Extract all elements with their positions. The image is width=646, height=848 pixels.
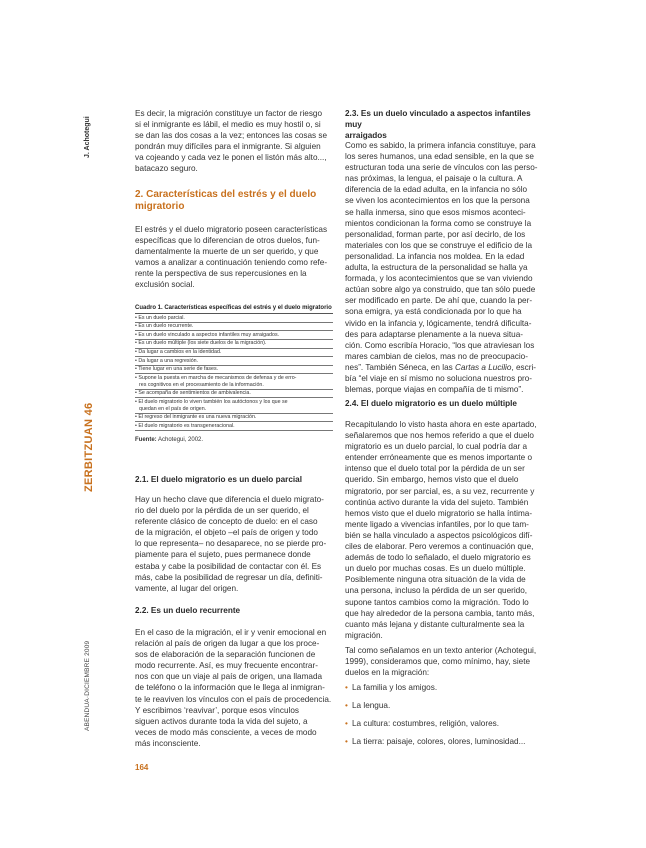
section-2-2-heading: 2.2. Es un duelo recurrente bbox=[135, 606, 241, 615]
sidebar-journal-title: ZERBITZUAN 46 bbox=[83, 402, 95, 492]
section-2-heading: 2. Características del estrés y el duelo migratorio bbox=[135, 189, 317, 212]
list-item: • Es un duelo múltiple (los siete duelos de la migración). bbox=[135, 340, 333, 349]
section-2-1-heading: 2.1. El duelo migratorio es un duelo parcial bbox=[135, 475, 302, 484]
list-item: • El duelo migratorio lo viven también los autóctonos y los que se quedan en el país de origen. bbox=[135, 398, 333, 413]
section-2-paragraph: El estrés y el duelo migratorio poseen características específicas que lo diferencian de otros duelos, fun- damentalmente la muerte de un ser querido, y que vamos a analizar a continuación teniendo como refe- rente la perspectiva de sus repercusiones en la exclusión social. bbox=[135, 225, 328, 290]
section-2-3-heading: 2.3. Es un duelo vinculado a aspectos infantiles muy arraigados bbox=[345, 109, 531, 140]
list-item: • La tierra: paisaje, colores, olores, luminosidad... bbox=[345, 737, 526, 746]
list-item: • Es un duelo recurrente. bbox=[135, 323, 333, 332]
section-2-4-heading: 2.4. El duelo migratorio es un duelo múltiple bbox=[345, 399, 517, 408]
table-list bbox=[135, 313, 333, 431]
list-item: • El duelo migratorio es transgeneracional. bbox=[135, 422, 333, 431]
section-2-1-paragraph: Hay un hecho clave que diferencia el duelo migrato- rio del duelo por la pérdida de un ser querido, el referente clásico de concepto de duelo: en el caso de la migración, el objeto –el país de origen y todo lo que representa– no desaparece, no se pierde pro- piamente para el sujeto, pues permanece donde estaba y cabe la posibilidad de contactar con él. Es más, cabe la posibilidad de regresar un día, definiti- vamente, al lugar del origen. bbox=[135, 495, 327, 593]
page-number: 164 bbox=[135, 763, 149, 772]
list-item: • Da lugar a una regresión. bbox=[135, 357, 333, 366]
list-item: • Tiene lugar en una serie de fases. bbox=[135, 366, 333, 375]
list-item: • Es un duelo vinculado a aspectos infantiles muy arraigados. bbox=[135, 331, 333, 340]
section-2-2-paragraph: En el caso de la migración, el ir y venir emocional en relación al país de origen da lugar a que los proce- sos de elaboración de la separación funcionen de modo recurrente. Así, es muy frecuente encontrar- nos con que un viaje al país de origen, una llamada de teléfono o la información que le llega al inmigran- te le reaviven los vínculos con el país de procedencia. Y escribimos ‘reavivar’, porque esos vínculos siguen activos durante toda la vida del sujeto, a veces de modo más consciente, a veces de modo más inconsciente. bbox=[135, 628, 332, 748]
list-item: • Es un duelo parcial. bbox=[135, 314, 333, 323]
table-source: Fuente: Achotegui, 2002. bbox=[135, 437, 204, 444]
sidebar-author: J. Achotegui bbox=[84, 116, 91, 158]
table-box bbox=[135, 305, 333, 444]
section-2-4-paragraph-2: Tal como señalamos en un texto anterior (Achotegui, 1999), consideramos que, como mínimo, hay, siete duelos en la migración: bbox=[345, 646, 537, 678]
section-2-3-paragraph: Como es sabido, la primera infancia constituye, para los seres humanos, una edad sensible, en la que se estructuran toda una serie de vínculos con las perso- nas próximas, la lengua, el paisaje o la cultura. A diferencia de la edad adulta, en la infancia no sólo se viven los acontecimientos en los que la persona se halla inmersa, sino que esos mismos aconteci- mientos condicionan la forma como se construye la personalidad, forman parte, por así decirlo, de los materiales con los que se construye el edificio de la personalidad. La infancia nos moldea. En la edad adulta, la estructura de la personalidad se halla ya formada, y los acontecimientos que se van viviendo actúan sobre algo ya construido, que tan sólo puede ser modificado en parte. De ahí que, cuando la per- sona emigra, ya está condicionada por lo que ha vivido en la infancia y, lógicamente, tendrá dificulta- des para adaptarse plenamente a la nueva situa- ción. Como escribía Horacio, “los que atraviesan los mares cambian de cielos, mas no de preocupacio- nes”. También Séneca, en las Cartas a Lucilio, escri- bía “el viaje en sí mismo no soluciona nuestros pro- blemas, porque viajas en compañía de ti mismo”. bbox=[345, 141, 538, 395]
list-item: • La familia y los amigos. bbox=[345, 683, 438, 692]
sidebar-issue-date: ABENDUA·DICIEMBRE 2009 bbox=[84, 640, 91, 731]
table-caption: Cuadro 1. Características específicas del estrés y el duelo migratorio bbox=[135, 305, 332, 311]
list-item: • Supone la puesta en marcha de mecanismos de defensa y de erro- res cognitivos en el procesamiento de la información. bbox=[135, 374, 333, 389]
list-item: • La cultura: costumbres, religión, valores. bbox=[345, 719, 499, 728]
list-item: • Se acompaña de sentimientos de ambivalencia. bbox=[135, 390, 333, 399]
list-item: • El regreso del inmigrante es una nueva migración. bbox=[135, 414, 333, 423]
section-2-4-paragraph: Recapitulando lo visto hasta ahora en este apartado, señalaremos que nos hemos referido a que el duelo migratorio es un duelo parcial, lo cual podría dar a entender erróneamente que es menos importante o intenso que el duelo total por la pérdida de un ser querido. Sin embargo, hemos visto que el duelo migratorio, por ser parcial, es, a su vez, recurrente y continúa activo durante la vida del sujeto. También hemos visto que el duelo migratorio se halla íntima- mente ligado a vivencias infantiles, por lo que tam- bién se halla vinculado a aspectos psicológicos difí- ciles de elaborar. Pero veremos a continuación que, además de todo lo señalado, el duelo migratorio es un duelo por muchas cosas. Es un duelo múltiple. Posiblemente ninguna otra situación de la vida de una persona, incluso la pérdida de un ser querido, supone tantos cambios como la migración. Todo lo que hay alrededor de la persona cambia, tanto más, cuanto más lejana y distante culturalmente sea la migración. bbox=[345, 420, 537, 640]
list-item: • Da lugar a cambios en la identidad. bbox=[135, 349, 333, 358]
intro-paragraph: Es decir, la migración constituye un factor de riesgo si el inmigrante es lábil, el medio es muy hostil o, si se dan las dos cosas a la vez; entonces las cosas se pondrán muy difíciles para el inmigrante. Si alguien va cojeando y cada vez le ponen el listón más alto..., batacazo seguro. bbox=[135, 109, 328, 174]
list-item: • La lengua. bbox=[345, 701, 391, 710]
duels-bullet-list bbox=[345, 682, 545, 747]
